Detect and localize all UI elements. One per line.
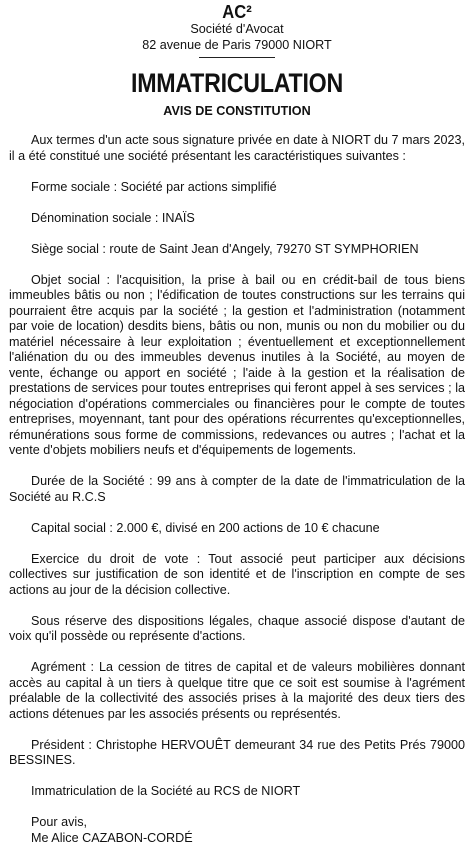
capital-paragraph: Capital social : 2.000 €, divisé en 200 actions de 10 € chacune — [9, 521, 465, 537]
vote-paragraph: Exercice du droit de vote : Tout associé peut participer aux décisions collectives sur justification de son identité et de l'inscription en compte de ses actions au jour de la décision collective. — [9, 552, 465, 599]
agrement-paragraph: Agrément : La cession de titres de capital et de valeurs mobilières donnant accès au capital à un tiers à quelque titre que ce soit est soumise à l'agrément préalable de la collectivité des associés prises à la majorité des deux tiers des actions détenues par les associés présents ou représentés. — [9, 660, 465, 722]
firm-name: AC² — [27, 2, 447, 22]
immatriculation-paragraph: Immatriculation de la Société au RCS de NIORT — [9, 784, 465, 800]
firm-address: 82 avenue de Paris 79000 NIORT — [9, 38, 465, 54]
header-divider — [199, 57, 275, 58]
notice-subtitle: AVIS DE CONSTITUTION — [9, 104, 465, 119]
intro-paragraph: Aux termes d'un acte sous signature privée en date à NIORT du 7 mars 2023, il a été constitué une société présentant les caractéristiques suivantes : — [9, 133, 465, 164]
notice-body — [9, 133, 465, 846]
firm-type: Société d'Avocat — [9, 22, 465, 38]
pour-avis-line: Pour avis, — [9, 815, 465, 831]
forme-sociale-paragraph: Forme sociale : Société par actions simplifié — [9, 180, 465, 196]
objet-social-paragraph: Objet social : l'acquisition, la prise à bail ou en crédit-bail de tous biens immeubles bâtis ou non ; l'édification de toutes constructions sur les terrains qui pourraient être acquis par la société ; la gestion et l'administration (notamment par voie de location) desdits biens, bâtis ou non, munis ou non du mobilier ou du matériel nécessaire à leur exploitation ; éventuellement et exceptionnellement l'aliénation du ou des immeubles devenus inutiles à la Société, au moyen de vente, échange ou apport en société ; l'aide à la gestion et la réalisation de prestations de services pour toutes entreprises qui feront appel à ses services ; la négociation d'opérations commerciales ou financières pour le compte de toutes entreprises, moyennant, tant pour des opérations récurrentes qu'exceptionnelles, rémunérations sous forme de commissions, redevances ou autres ; l'achat et la vente d'objets mobiliers neufs et d'équipements de logements. — [9, 273, 465, 459]
notice-title: IMMATRICULATION — [41, 68, 433, 98]
reserve-paragraph: Sous réserve des dispositions légales, chaque associé dispose d'autant de voix qu'il possède ou représente d'actions. — [9, 614, 465, 645]
signatory-name: Me Alice CAZABON-CORDÉ — [9, 831, 465, 846]
duree-paragraph: Durée de la Société : 99 ans à compter de la date de l'immatriculation de la Société au R.C.S — [9, 474, 465, 505]
president-paragraph: Président : Christophe HERVOUÊT demeurant 34 rue des Petits Prés 79000 BESSINES. — [9, 738, 465, 769]
siege-social-paragraph: Siège social : route de Saint Jean d'Angely, 79270 ST SYMPHORIEN — [9, 242, 465, 258]
denomination-paragraph: Dénomination sociale : INAÏS — [9, 211, 465, 227]
